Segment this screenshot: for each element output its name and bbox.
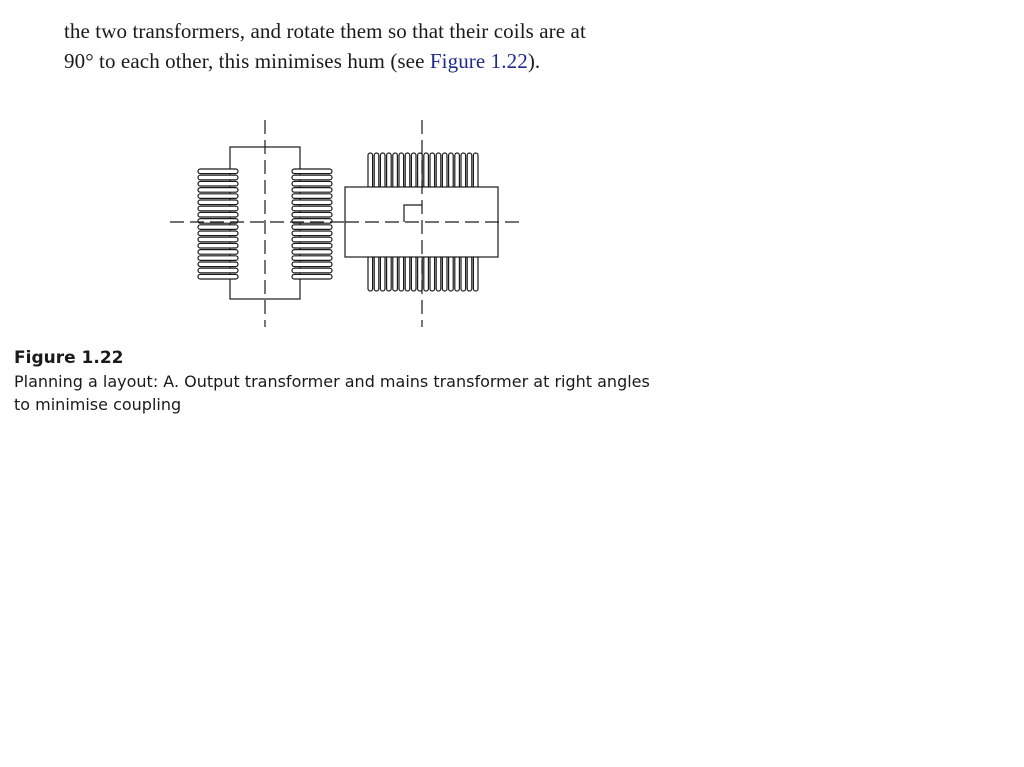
winding-turn <box>198 268 238 273</box>
winding-turn <box>292 225 332 230</box>
body-line-2 <box>64 46 704 76</box>
body-line-2-text: 90° to each other, this minimises hum (see <box>64 49 430 73</box>
transformer-layout-figure <box>160 115 540 335</box>
caption-text <box>14 370 714 416</box>
winding-turn <box>292 169 332 174</box>
winding-turn <box>198 194 238 199</box>
winding-turn <box>198 262 238 267</box>
winding-turn <box>198 206 238 211</box>
body-line-1: the two transformers, and rotate them so that their coils are at <box>64 19 586 43</box>
winding-turn <box>292 181 332 186</box>
winding-turn <box>292 188 332 193</box>
winding-turn <box>198 231 238 236</box>
winding-turn <box>198 243 238 248</box>
winding-turn <box>292 194 332 199</box>
mains-transformer <box>345 120 522 327</box>
winding-turn <box>292 212 332 217</box>
winding-turn <box>292 237 332 242</box>
output-transformer <box>170 120 360 327</box>
winding-turn <box>292 274 332 279</box>
winding-turn <box>198 225 238 230</box>
figure-caption <box>14 346 714 416</box>
winding-turn <box>198 188 238 193</box>
winding-turn <box>198 181 238 186</box>
caption-line-1: Planning a layout: A. Output transformer and mains transformer at right angles <box>14 372 650 391</box>
body-line-2-end: ). <box>527 49 541 73</box>
winding-turn <box>292 206 332 211</box>
winding-turn <box>292 175 332 180</box>
winding-turn <box>198 250 238 255</box>
caption-title: Figure 1.22 <box>14 348 124 368</box>
winding-turn <box>198 256 238 261</box>
caption-line-2: to minimise coupling <box>14 395 182 414</box>
winding-turn <box>292 262 332 267</box>
winding-turn <box>198 237 238 242</box>
winding-turn <box>292 256 332 261</box>
winding-turn <box>198 212 238 217</box>
winding-turn <box>198 175 238 180</box>
transformer-layout-drawing <box>160 115 540 335</box>
winding-turn <box>292 243 332 248</box>
winding-turn <box>292 200 332 205</box>
winding-turn <box>292 231 332 236</box>
figure-reference-link[interactable]: Figure 1.22 <box>429 49 528 73</box>
winding-turn <box>198 274 238 279</box>
winding-turn <box>198 200 238 205</box>
winding-turn <box>292 268 332 273</box>
winding-turn <box>292 250 332 255</box>
winding-turn <box>198 169 238 174</box>
body-paragraph <box>64 16 704 76</box>
